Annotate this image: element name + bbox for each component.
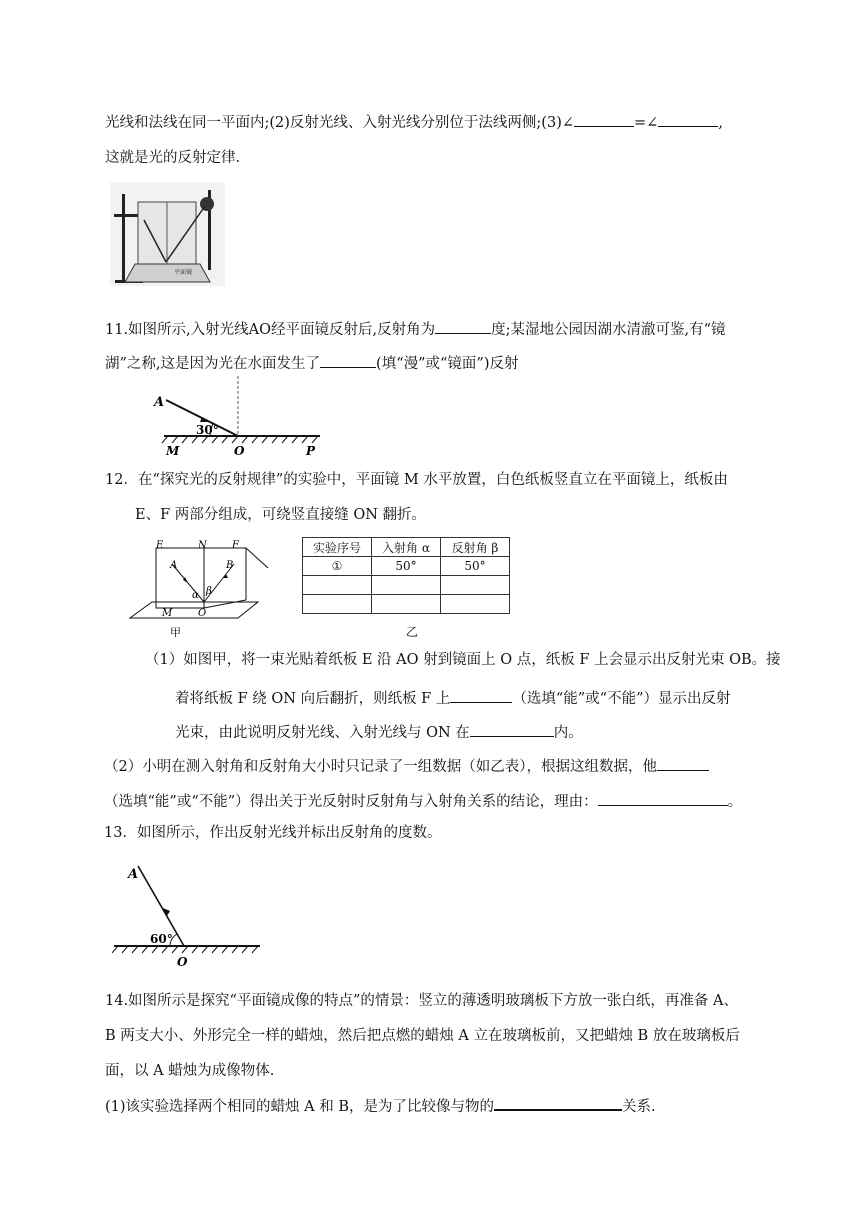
text-segment: 11.如图所示,入射光线AO经平面镜反射后,反射角为 — [105, 322, 436, 338]
text-segment: 内。 — [553, 725, 583, 741]
text-segment: 湖”之称,这是因为光在水面发生了 — [105, 356, 321, 372]
label-beta: β — [206, 586, 212, 597]
q12-s1-line-3 — [175, 721, 583, 743]
answer-blank[interactable] — [574, 111, 634, 127]
text-segment: , — [718, 115, 723, 131]
text-segment: 。 — [727, 794, 743, 810]
caption-jia: 甲 — [170, 626, 181, 638]
q12-s1-line-1: （1）如图甲，将一束光贴着纸板 E 沿 AO 射到镜面上 O 点，纸板 F 上会显示出反射光束 OB。接 — [145, 652, 781, 668]
table-cell: 50° — [441, 557, 510, 576]
header-cell: 入射角 α — [372, 538, 441, 557]
text-segment: (填“漫”或“镜面”)反射 — [376, 356, 519, 372]
answer-blank[interactable] — [470, 721, 554, 737]
point-a-label: A — [128, 867, 139, 882]
answer-blank[interactable] — [450, 687, 512, 703]
angle-label: 30° — [196, 423, 219, 437]
point-a-label: A — [154, 395, 165, 410]
q12-s2-line-1 — [104, 755, 709, 777]
label-o: O — [198, 608, 207, 619]
label-a: A — [170, 560, 178, 571]
answer-blank[interactable] — [658, 111, 718, 127]
q12-figure-jia — [128, 538, 278, 638]
table-row — [303, 557, 510, 576]
table-cell[interactable] — [372, 576, 441, 595]
point-m-label: M — [166, 444, 180, 456]
text-segment: （选填“能”或“不能”）得出关于光反射时反射角与入射角关系的结论，理由： — [104, 794, 598, 810]
answer-blank[interactable] — [598, 790, 728, 806]
q11-line-2 — [105, 352, 519, 374]
q12-s1-line-2 — [175, 687, 731, 709]
text-segment: 光线和法线在同一平面内;(2)反射光线、入射光线分别位于法线两侧;(3)∠ — [105, 115, 574, 131]
caption-yi: 乙 — [406, 625, 419, 639]
text-segment: 着将纸板 F 绕 ON 向后翻折，则纸板 F 上 — [175, 691, 451, 707]
table-cell[interactable] — [303, 595, 372, 614]
text-segment: 度;某湿地公园因湖水清澈可鉴,有“镜 — [491, 322, 726, 338]
table-cell: 50° — [372, 557, 441, 576]
table-row — [303, 595, 510, 614]
table-row — [303, 576, 510, 595]
label-m: M — [162, 608, 173, 619]
q14-line-3: 面，以 A 蜡烛为成像物体. — [105, 1063, 275, 1079]
mirror-label: 平面镜 — [174, 269, 193, 276]
label-e: E — [156, 540, 164, 551]
text-segment: （选填“能”或“不能”）显示出反射 — [512, 691, 731, 707]
q12-s2-line-2 — [104, 790, 742, 812]
angle-label: 60° — [150, 932, 173, 946]
text-segment: 关系. — [622, 1099, 656, 1115]
q11-line-1 — [105, 318, 726, 340]
table-cell: ① — [303, 557, 372, 576]
answer-blank[interactable] — [320, 352, 376, 368]
reflection-law-line-2: 这就是光的反射定律. — [105, 150, 241, 166]
text-segment: （2）小明在测入射角和反射角大小时只记录了一组数据（如乙表），根据这组数据，他 — [104, 759, 657, 775]
table-cell[interactable] — [441, 576, 510, 595]
label-alpha: α — [192, 590, 199, 601]
q14-line-4 — [105, 1094, 656, 1117]
experiment-table — [302, 537, 510, 614]
q12-line-1: 12．在“探究光的反射规律”的实验中，平面镜 M 水平放置，白色纸板竖直立在平面镜上，纸板由 — [105, 472, 728, 488]
point-o-label: O — [177, 955, 188, 969]
table-cell[interactable] — [303, 576, 372, 595]
q12-line-2: E、F 两部分组成，可绕竖直接缝 ON 翻折。 — [135, 507, 427, 523]
q11-mirror-figure — [130, 376, 330, 456]
header-cell: 反射角 β — [441, 538, 510, 557]
answer-blank[interactable] — [657, 755, 709, 771]
text-segment: (1)该实验选择两个相同的蜡烛 A 和 B，是为了比较像与物的 — [105, 1099, 494, 1115]
table-cell[interactable] — [441, 595, 510, 614]
point-o-label: O — [234, 444, 245, 456]
header-cell: 实验序号 — [303, 538, 372, 557]
point-p-label: P — [306, 444, 316, 456]
text-segment: =∠ — [634, 115, 659, 131]
table-header-row — [303, 538, 510, 557]
table-cell[interactable] — [372, 595, 441, 614]
label-b: B — [226, 560, 234, 571]
answer-blank[interactable] — [494, 1094, 622, 1111]
q14-line-1: 14.如图所示是探究“平面镜成像的特点”的情景：竖立的薄透明玻璃板下方放一张白纸，再准备 A、 — [105, 993, 738, 1009]
q14-line-2: B 两支大小、外形完全一样的蜡烛，然后把点燃的蜡烛 A 立在玻璃板前，又把蜡烛 B 放在玻璃板后 — [105, 1028, 740, 1044]
label-n: N — [198, 540, 207, 551]
answer-blank[interactable] — [435, 318, 491, 334]
apparatus-figure — [110, 182, 225, 286]
reflection-law-line-1 — [105, 111, 723, 133]
q13-line: 13．如图所示，作出反射光线并标出反射角的度数。 — [104, 825, 442, 841]
text-segment: 光束，由此说明反射光线、入射光线与 ON 在 — [175, 725, 470, 741]
label-f: F — [232, 540, 239, 551]
q13-figure — [112, 862, 272, 972]
